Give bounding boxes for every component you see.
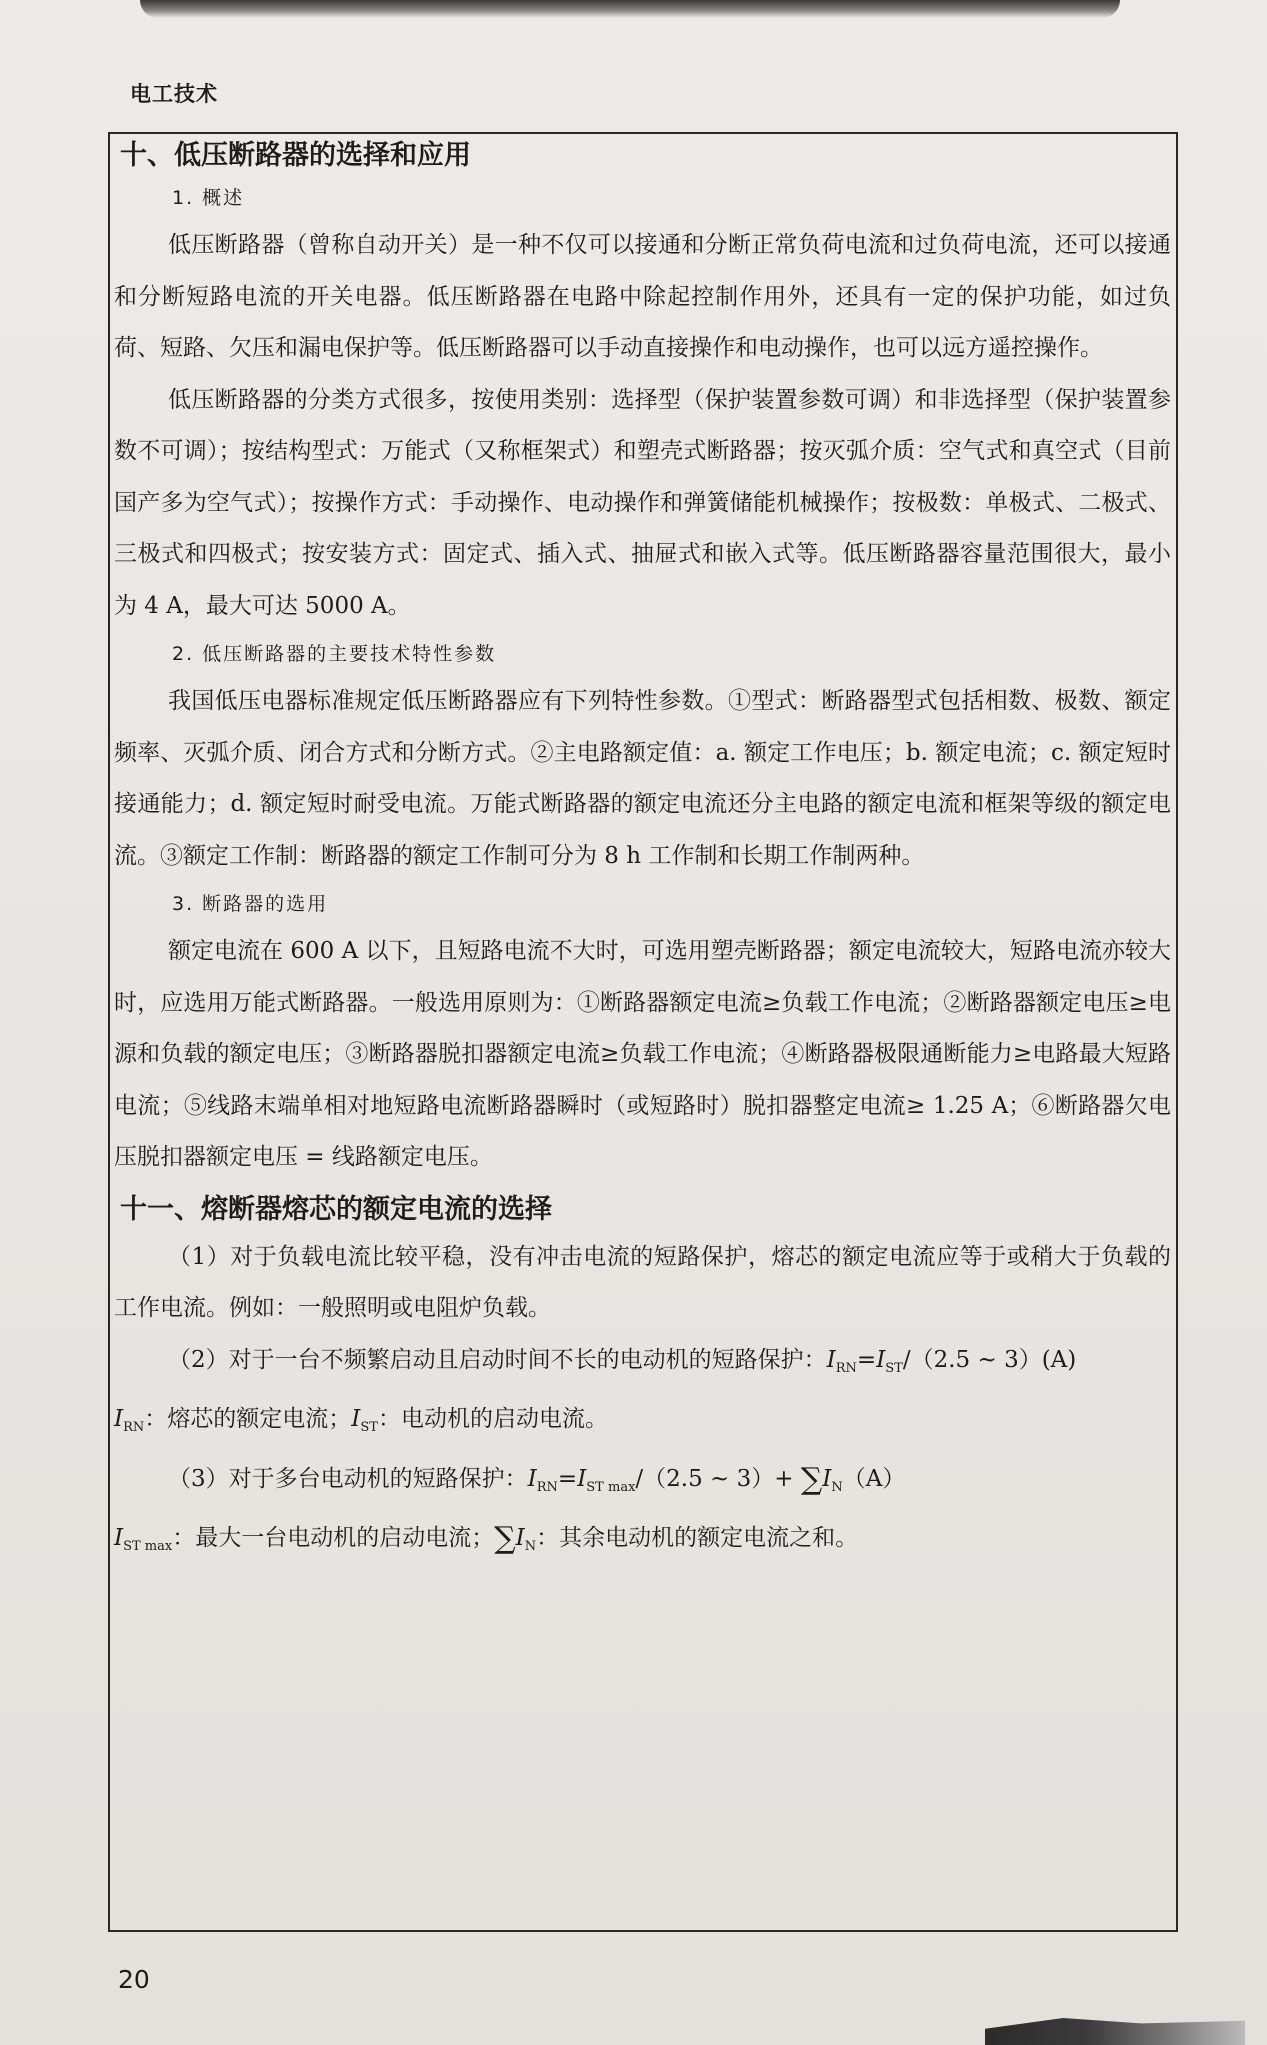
fuse-rule-3-definitions	[110, 1513, 1175, 1573]
equals-sign: =	[856, 1346, 877, 1373]
definition-text: ：电动机的启动电流。	[377, 1406, 608, 1432]
subsection-2-paragraph: 我国低压电器标准规定低压断路器应有下列特性参数。①型式：断路器型式包括相数、极数、额定频率、灭弧介质、闭合方式和分断方式。②主电路额定值：a. 额定工作电压；b. 额定电流；c. 额定短时接通能力；d. 额定短时耐受电流。万能式断路器的额定电流还分主电路的额定电流和框架等级的额定电流。③额定工作制：断路器的额定工作制可分为 8 h 工作制和长期工作制两种。	[114, 688, 1171, 869]
fuse-rule-1: （1）对于负载电流比较平稳，没有冲击电流的短路保护，熔芯的额定电流应等于或稍大于负载的工作电流。例如：一般照明或电阻炉负载。	[114, 1243, 1171, 1321]
fuse-rule-2-definitions	[110, 1394, 1175, 1454]
definition-text: ：熔芯的额定电流；	[144, 1406, 352, 1432]
subsection-2-heading: 2. 低压断路器的主要技术特性参数	[172, 643, 497, 665]
bottom-edge-mark	[985, 2018, 1245, 2045]
subsection-3-paragraph: 额定电流在 600 A 以下，且短路电流不大时，可选用塑壳断路器；额定电流较大，短路电流亦较大时，应选用万能式断路器。一般选用原则为：①断路器额定电流≥负载工作电流；②断路器额定电压≥电源和负载的额定电压；③断路器脱扣器额定电流≥负载工作电流；④断路器极限通断能力≥电路最大短路电流；⑤线路末端单相对地短路电流断路器瞬时（或短路时）脱扣器整定电流≥ 1.25 A；⑥断路器欠电压脱扣器额定电压 = 线路额定电压。	[114, 938, 1171, 1170]
section-10-heading: 十、低压断路器的选择和应用	[120, 140, 471, 171]
fuse-rule-3-text: （3）对于多台电动机的短路保护：	[168, 1465, 528, 1492]
equals-sign: =	[557, 1465, 578, 1492]
formula-middle: /（2.5 ~ 3）+	[635, 1465, 801, 1492]
fuse-rule-2-text: （2）对于一台不频繁启动且启动时间不长的电动机的短路保护：	[168, 1346, 827, 1373]
definition-text: ：其余电动机的额定电流之和。	[536, 1525, 859, 1551]
symbol-i: I	[577, 1465, 587, 1492]
page-content	[110, 136, 1175, 1573]
page-number: 20	[118, 1965, 150, 1994]
running-head: 电工技术	[130, 82, 218, 106]
symbol-i: I	[826, 1346, 836, 1373]
symbol-i: I	[351, 1406, 361, 1432]
subscript-rn: RN	[536, 1479, 558, 1495]
subscript-st: ST	[360, 1420, 378, 1435]
subsection-3-heading: 3. 断路器的选用	[172, 893, 329, 915]
top-edge-shadow	[140, 0, 1120, 18]
subscript-rn: RN	[835, 1360, 857, 1376]
symbol-i: I	[876, 1346, 886, 1373]
symbol-i: I	[527, 1465, 537, 1492]
symbol-i: I	[114, 1406, 124, 1432]
subscript-n: N	[524, 1539, 537, 1554]
symbol-i: I	[822, 1465, 832, 1492]
sigma-symbol: ∑	[494, 1521, 516, 1556]
subscript-st-max: ST max	[123, 1539, 173, 1554]
section-11-heading: 十一、熔断器熔芯的额定电流的选择	[120, 1193, 552, 1225]
subscript-st-max: ST max	[586, 1479, 636, 1495]
subscript-st: ST	[885, 1360, 903, 1376]
subsection-1-heading: 1. 概述	[172, 187, 245, 209]
fuse-rule-2	[110, 1335, 1175, 1395]
sigma-symbol: ∑	[800, 1461, 823, 1497]
subsection-1-paragraph-1: 低压断路器（曾称自动开关）是一种不仅可以接通和分断正常负荷电流和过负荷电流，还可以接通和分断短路电流的开关电器。低压断路器在电路中除起控制作用外，还具有一定的保护功能，如过负荷、短路、欠压和漏电保护等。低压断路器可以手动直接操作和电动操作，也可以远方遥控操作。	[114, 232, 1171, 361]
symbol-i: I	[114, 1525, 124, 1551]
definition-text: ：最大一台电动机的启动电流；	[172, 1525, 495, 1551]
subscript-n: N	[831, 1479, 843, 1495]
symbol-i: I	[515, 1525, 525, 1551]
fuse-rule-3	[110, 1454, 1175, 1514]
formula-tail: （A）	[842, 1465, 906, 1492]
formula-tail: /（2.5 ~ 3）(A)	[902, 1346, 1077, 1373]
subsection-1-paragraph-2: 低压断路器的分类方式很多，按使用类别：选择型（保护装置参数可调）和非选择型（保护装置参数不可调）；按结构型式：万能式（又称框架式）和塑壳式断路器；按灭弧介质：空气式和真空式（目前国产多为空气式）；按操作方式：手动操作、电动操作和弹簧储能机械操作；按极数：单极式、二极式、三极式和四极式；按安装方式：固定式、插入式、抽屉式和嵌入式等。低压断路器容量范围很大，最小为 4 A，最大可达 5000 A。	[114, 386, 1171, 619]
subscript-rn: RN	[123, 1420, 145, 1435]
